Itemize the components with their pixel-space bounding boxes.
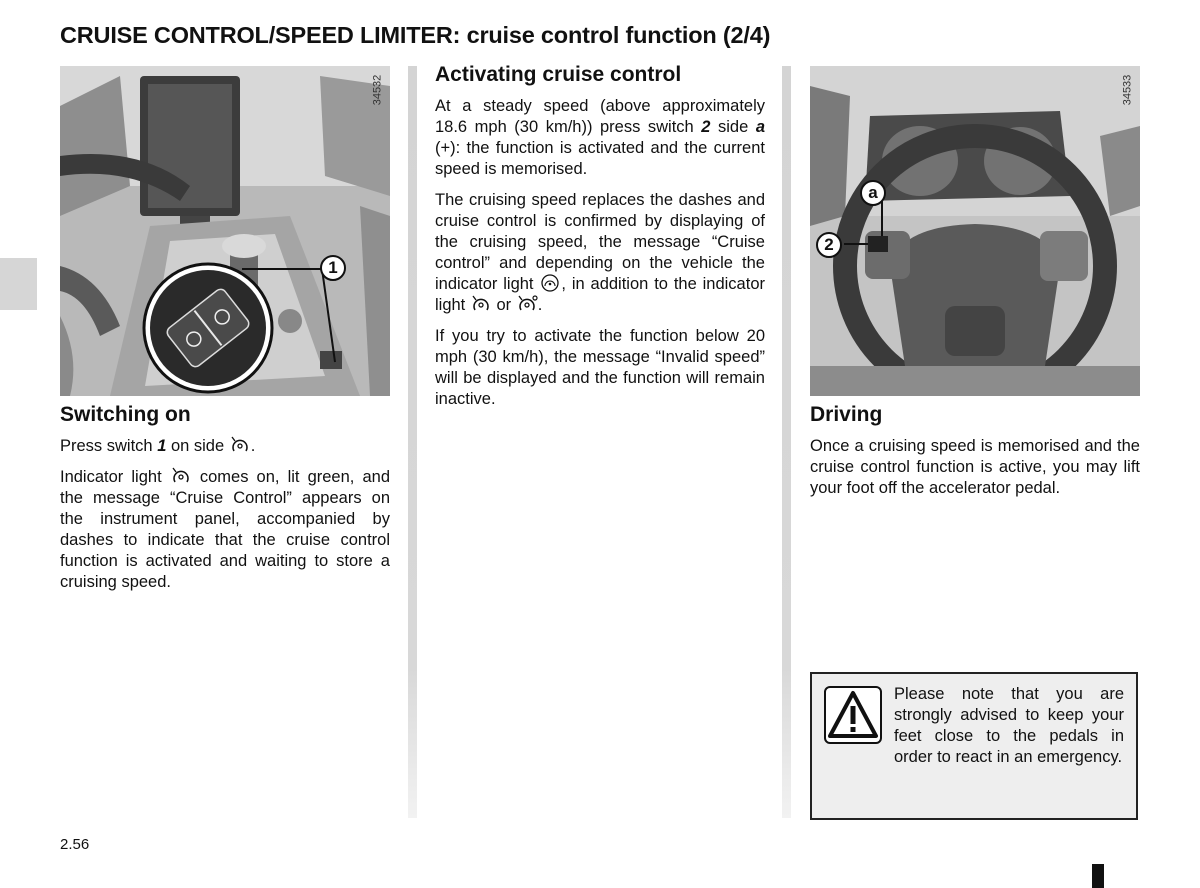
column-divider-right bbox=[782, 66, 791, 818]
heading-driving: Driving bbox=[810, 403, 883, 426]
text: . bbox=[537, 296, 543, 314]
cruise-control-speed-icon bbox=[516, 295, 538, 313]
text: Press switch bbox=[60, 437, 158, 455]
figure-number: 34532 bbox=[371, 74, 384, 106]
section-activating bbox=[435, 62, 765, 420]
heading-switching-on: Switching on bbox=[60, 403, 191, 426]
cruise-control-indicator-icon bbox=[170, 467, 192, 485]
figure-number: 34533 bbox=[1121, 74, 1134, 106]
cruise-control-icon bbox=[229, 436, 251, 454]
page-number: 2.56 bbox=[60, 836, 90, 853]
steering-wheel-illustration bbox=[810, 66, 1140, 396]
callout-a: a bbox=[860, 180, 886, 206]
warning-text: Please note that you are strongly advised to keep your feet close to the pedals in order to react in an emergency. bbox=[894, 685, 1124, 766]
cruise-control-indicator-icon bbox=[470, 295, 492, 313]
text: The cruising speed replaces the dashes and cruise control is confirmed by displaying of the cruising speed, the message “Cruise control” and depending on the vehicle the indicator light bbox=[435, 191, 765, 293]
warning-box bbox=[810, 672, 1138, 820]
text: or bbox=[491, 296, 516, 314]
switching-on-paragraph-1 bbox=[60, 436, 390, 457]
text: comes on, lit green, and the message “Cruise Control” appears on the instrument panel, accompanied by dashes to indicate that the cruise control function is activated and waiting to store a cruising speed. bbox=[60, 468, 390, 591]
text: At a steady speed (above approximately 18.6 mph (30 km/h)) press switch bbox=[435, 97, 765, 136]
text: . bbox=[250, 437, 256, 455]
console-illustration bbox=[60, 66, 390, 396]
switching-on-paragraph-2 bbox=[60, 467, 390, 593]
section-tab bbox=[0, 258, 37, 310]
section-switching-on bbox=[60, 402, 390, 603]
text: side bbox=[710, 118, 756, 136]
activating-paragraph-1 bbox=[435, 96, 765, 180]
figure-steering-wheel bbox=[810, 66, 1140, 396]
text: on side bbox=[166, 437, 229, 455]
driving-paragraph-1: Once a cruising speed is memorised and the cruise control function is active, you may lift your foot off the accelerator pedal. bbox=[810, 437, 1140, 497]
warning-triangle-icon bbox=[824, 686, 882, 744]
heading-activating: Activating cruise control bbox=[435, 63, 682, 86]
page-title: CRUISE CONTROL/SPEED LIMITER: cruise control function (2/4) bbox=[60, 22, 771, 48]
speedometer-circle-icon bbox=[539, 274, 561, 292]
activating-paragraph-3: If you try to activate the function below 20 mph (30 km/h), the message “Invalid speed” will be displayed and the function will remain inactive. bbox=[435, 327, 765, 408]
callout-2: 2 bbox=[816, 232, 842, 258]
figure-console-switch bbox=[60, 66, 390, 396]
page-edge-mark bbox=[1092, 864, 1104, 888]
switch-number: 2 bbox=[701, 118, 711, 136]
text: (+): the function is activated and the current speed is memorised. bbox=[435, 139, 765, 178]
activating-paragraph-2 bbox=[435, 190, 765, 316]
text: Indicator light bbox=[60, 468, 170, 486]
column-divider-left bbox=[408, 66, 417, 818]
callout-1: 1 bbox=[320, 255, 346, 281]
text: , in addition to the indicator light bbox=[435, 275, 765, 314]
switch-number: 1 bbox=[157, 437, 167, 455]
switch-side: a bbox=[755, 118, 765, 136]
section-driving bbox=[810, 402, 1140, 509]
